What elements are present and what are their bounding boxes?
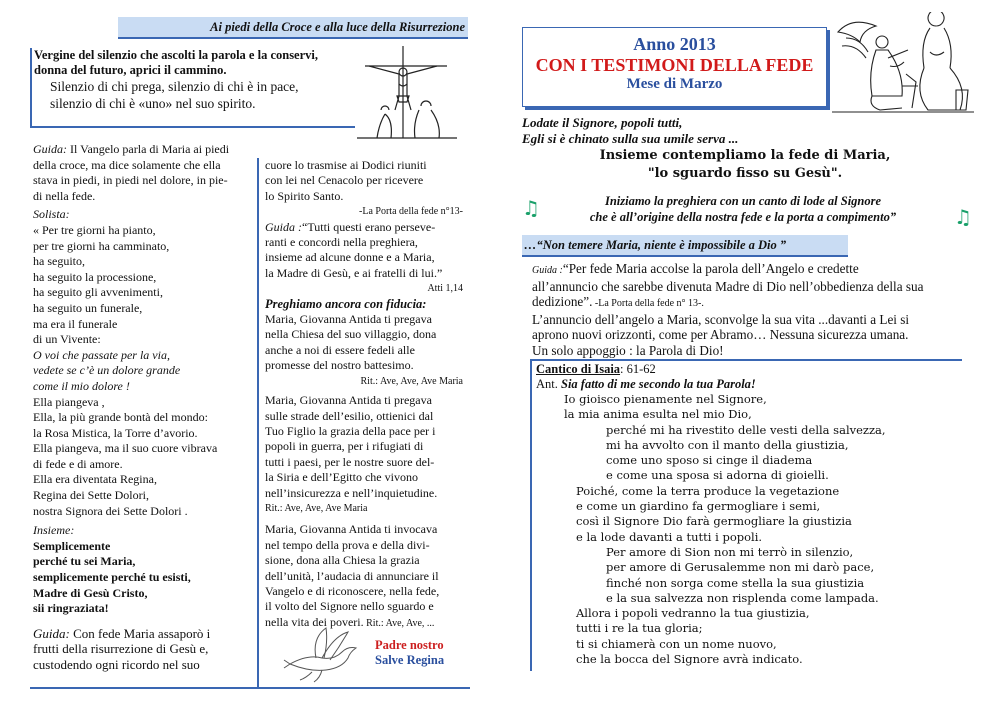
solista-line: per tre giorni ha camminato, — [33, 238, 170, 253]
solista-label: Solista: — [33, 207, 70, 222]
cantico-title: Cantico di Isaia — [536, 362, 621, 376]
header-band-text: Ai piedi della Croce e alla luce della Risurrezione — [210, 20, 465, 34]
col2-line: cuore lo trasmise ai Dodici riuniti — [265, 158, 427, 172]
guida-label: Guida : — [265, 219, 302, 234]
crucifixion-illustration — [355, 44, 460, 140]
source-note: Atti 1,14 — [427, 283, 463, 295]
insieme-contempliamo — [560, 147, 930, 183]
col2-line: anche a noi di essere fedeli alle — [265, 342, 415, 357]
cantico-line: Allora i popoli vedranno la tua giustizia, — [576, 606, 810, 621]
source-note: -La Porta della fede n° 13-. — [592, 298, 704, 310]
solista-line: Ella, la più grande bontà del mondo: — [33, 410, 208, 425]
insieme-line: semplicemente perché tu esisti, — [33, 570, 191, 585]
guida-text: “Per fede Maria accolse la parola dell’Angelo e credette — [562, 261, 859, 276]
iniziamo-text — [548, 193, 938, 225]
col2-line: nella vita dei poveri. — [265, 614, 364, 629]
annuncio-line: L’annuncio dell’angelo a Maria, sconvolge la sua vita ...davanti a Lei si — [532, 311, 910, 327]
solista-line: ma era il funerale — [33, 316, 118, 331]
cantico-line: e la lode davanti a tutti i popoli. — [576, 529, 763, 544]
solista-line: ha seguito gli avvenimenti, — [33, 285, 163, 300]
lodate-text — [522, 115, 738, 147]
source-note: -La Porta della fede n°13- — [359, 206, 463, 218]
cantico-line: mi ha avvolto con il manto della giustizia, — [606, 437, 849, 452]
title-main: CON I TESTIMONI DELLA FEDE — [535, 55, 814, 75]
guida-label: Guida: — [33, 142, 67, 156]
cantico-line: Poiché, come la terra produce la vegetazione — [576, 483, 840, 498]
antiphon-label: Ant. — [536, 377, 558, 391]
cantico-ref: : 61-62 — [620, 362, 656, 376]
cantico-line: ti si chiamerà con un nome nuovo, — [576, 636, 777, 651]
title-year: Anno 2013 — [633, 34, 716, 54]
insieme-line: Madre di Gesù Cristo, — [33, 585, 148, 600]
cantico-line: Io gioisco pienamente nel Signore, — [564, 392, 767, 406]
col2-line: popoli in guerra, per i rifugiati di — [265, 439, 424, 454]
opening-bold-line: donna del futuro, aprici il cammino. — [34, 63, 227, 77]
iniziamo-line: Iniziamo la preghiera con un canto di lode al Signore — [604, 194, 882, 208]
col2-line: la Madre di Gesù, e ai fratelli di lui.” — [265, 265, 443, 280]
music-note-right: ♫ — [954, 205, 972, 229]
solista-line: « Per tre giorni ha pianto, — [33, 222, 156, 237]
solista-line: nostra Signora dei Sette Dolori . — [33, 503, 188, 518]
annunciation-illustration — [832, 12, 974, 116]
opening-bold-line: Vergine del silenzio che ascolti la parola e la conservi, — [34, 48, 318, 62]
cantico-line: la mia anima esulta nel mio Dio, — [564, 407, 752, 422]
col2-line: Tuo Figlio la grazia della pace per i — [265, 423, 436, 438]
col2-line: con lei nel Cenacolo per ricevere — [265, 173, 424, 188]
solista-line: ha seguito un funerale, — [33, 300, 143, 315]
refrain: Rit.: Ave, Ave, Ave Maria — [360, 375, 463, 387]
col2-line: il volto del Signore nello sguardo e — [265, 599, 434, 614]
guida-text: Con fede Maria assaporò i — [69, 625, 211, 641]
solista-line: Regina dei Sette Dolori, — [33, 488, 149, 503]
quote-band-text: …“Non temere Maria, niente è impossibile a Dio ” — [524, 238, 787, 252]
closing-padre-nostro: Padre nostro — [375, 638, 444, 652]
annuncio-line: Un solo appoggio : la Parola di Dio! — [532, 342, 724, 358]
guida-line: custodendo ogni ricordo nel suo — [33, 657, 200, 672]
cantico-line: per amore di Gerusalemme non mi darò pace, — [606, 560, 875, 575]
guida-line: frutti della risurrezione di Gesù e, — [33, 641, 209, 657]
cantico-line: finché non sorga come stella la sua giustizia — [606, 575, 865, 590]
col2-line: insieme ad alcune donne e a Maria, — [265, 250, 435, 265]
cantico-line: che la bocca del Signore avrà indicato. — [576, 652, 803, 667]
insieme-line: Insieme contempliamo la fede di Maria, — [599, 148, 891, 163]
opening-left-rule — [30, 48, 32, 128]
cantico — [536, 362, 956, 667]
solista-italic-line: vedete se c’è un dolore grande — [33, 363, 181, 378]
insieme-line: perché tu sei Maria, — [33, 554, 136, 569]
solista-line: Ella era diventata Regina, — [33, 472, 157, 487]
col2-line: sulle strade dell’esilio, ottienici dal — [265, 408, 434, 423]
opening-line: Silenzio di chi prega, silenzio di chi è in pace, — [50, 79, 299, 94]
cantico-left-rule — [530, 359, 532, 671]
col2-line: lo Spirito Santo. — [265, 188, 344, 203]
cantico-line: così il Signore Dio farà germogliare la giustizia — [576, 514, 852, 529]
cantico-line: e come un giardino fa germogliare i semi, — [576, 499, 821, 514]
guida-line: stava in piedi, in piedi nel dolore, in pie- — [33, 173, 228, 188]
cantico-top-rule — [530, 359, 962, 361]
col2-line: Vangelo e di riconoscere, nella fede, — [265, 583, 440, 598]
cantico-line: perché mi ha rivestito delle vesti della salvezza, — [606, 422, 886, 437]
left-column-2 — [265, 158, 469, 631]
quote-band-rule — [522, 255, 848, 257]
cantico-line: come uno sposo si cinge il diadema — [606, 453, 813, 468]
col2-line: nell’insicurezza e nell’inquietudine. — [265, 485, 438, 500]
left-column-1 — [33, 142, 253, 673]
iniziamo-line: che è all’origine della nostra fede e la porta a compimento” — [589, 210, 897, 224]
left-bottom-rule — [30, 687, 470, 689]
insieme-line: Semplicemente — [33, 538, 111, 553]
col2-line: “Tutti questi erano perseve- — [302, 219, 436, 234]
lodate-line: Egli si è chinato sulla sua umile serva ... — [522, 131, 739, 146]
guida-line: di nella fede. — [33, 188, 96, 203]
guida-right — [532, 261, 962, 359]
opening-prayer — [34, 48, 354, 112]
cantico-line: Per amore di Sion non mi terrò in silenzio, — [606, 544, 854, 559]
antiphon-text: Sia fatto di me secondo la tua Parola! — [557, 377, 756, 391]
solista-line: la Rosa Mistica, la Torre d’avorio. — [33, 425, 198, 440]
cantico-line: tutti i re la tua gloria; — [576, 621, 703, 636]
solista-line: di fede e di amore. — [33, 456, 123, 471]
guida-label: Guida: — [33, 625, 70, 641]
lodate-line: Lodate il Signore, popoli tutti, — [522, 115, 683, 130]
col2-line: Maria, Giovanna Antida ti invocava — [265, 522, 438, 537]
guida-line: della croce, ma dice solamente che ella — [33, 157, 221, 172]
title-box — [522, 27, 827, 107]
opening-line: silenzio di chi è «uno» nel suo spirito. — [50, 96, 256, 111]
col2-line: nella Chiesa del suo villaggio, dona — [265, 327, 437, 342]
guida-line: dedizione”. — [532, 294, 593, 310]
solista-line: ha seguito la processione, — [33, 269, 157, 284]
section-heading: Preghiamo ancora con fiducia: — [265, 296, 427, 311]
col2-line: Maria, Giovanna Antida ti pregava — [265, 393, 432, 408]
cantico-line: e la sua salvezza non risplenda come lampada. — [606, 590, 879, 605]
refrain: Rit.: Ave, Ave, ... — [363, 617, 435, 629]
solista-line: Ella piangeva, ma il suo cuore vibrava — [33, 441, 218, 456]
title-month: Mese di Marzo — [626, 76, 723, 92]
solista-line: Ella piangeva , — [33, 394, 105, 409]
solista-line: ha seguito, — [33, 254, 85, 269]
guida-text: Il Vangelo parla di Maria ai piedi — [67, 142, 230, 156]
col2-line: promesse del nostro battesimo. — [265, 358, 414, 373]
guida-label: Guida : — [532, 265, 563, 276]
annuncio-line: aprono nuovi orizzonti, come per Abramo… Nessuna sicurezza umana. — [532, 327, 909, 343]
solista-line: di un Vivente: — [33, 332, 101, 347]
solista-italic-line: come il mio dolore ! — [33, 378, 130, 393]
solista-italic-line: O voi che passate per la via, — [33, 347, 170, 362]
col2-line: dell’unità, l’audacia di annunciare il — [265, 568, 439, 583]
col2-line: Maria, Giovanna Antida ti pregava — [265, 312, 432, 327]
col2-line: la Siria e dell’Egitto che vivono — [265, 470, 418, 485]
insieme-line: "lo sguardo fisso su Gesù". — [647, 166, 843, 181]
cantico-lines — [536, 392, 956, 667]
col2-line: tutti i paesi, per le nostre suore del- — [265, 454, 435, 469]
column-divider — [257, 158, 259, 688]
dove-illustration — [282, 624, 362, 684]
col2-line: nel tempo della prova e della divi- — [265, 537, 430, 552]
header-band-rule — [118, 37, 468, 39]
guida-line: all’annuncio che sarebbe divenuta Madre di Dio nell’obbedienza della sua — [532, 278, 924, 294]
opening-bottom-rule — [30, 126, 355, 128]
insieme-label: Insieme: — [33, 523, 75, 538]
col2-line: ranti e concordi nella preghiera, — [265, 235, 418, 250]
col2-line: sione, dona alla Chiesa la grazia — [265, 553, 420, 568]
music-note-left: ♫ — [522, 196, 540, 220]
closing-salve-regina: Salve Regina — [375, 653, 445, 667]
cantico-line: e come una sposa si adorna di gioielli. — [606, 468, 829, 483]
insieme-line: sii ringraziata! — [33, 601, 109, 616]
refrain: Rit.: Ave, Ave, Ave Maria — [265, 502, 368, 514]
